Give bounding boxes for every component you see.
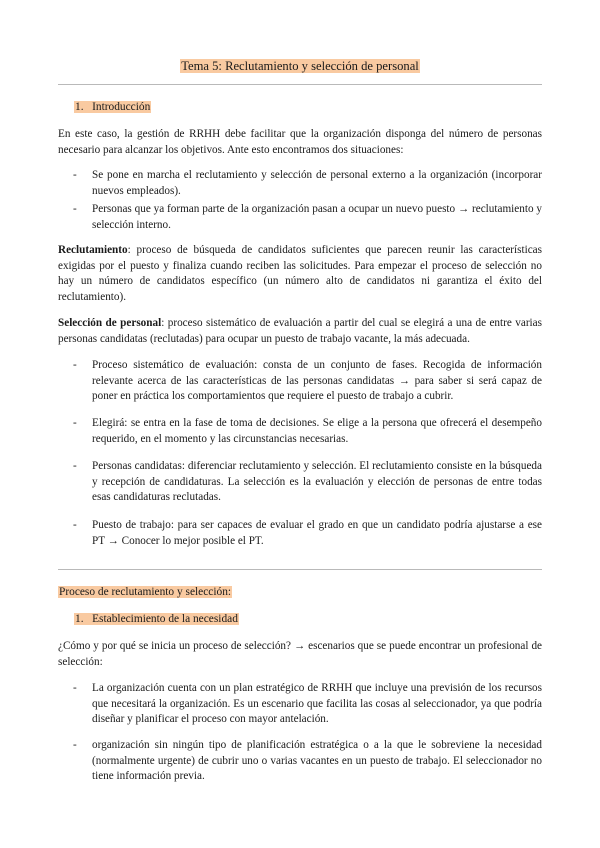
term-reclutamiento: Reclutamiento (58, 244, 128, 256)
reclutamiento-definition (58, 243, 542, 305)
list-item-text: Personas candidatas: diferenciar reclutamiento y selección. El reclutamiento consiste en la búsqueda y recepción de candidaturas. La selección es la evaluación y elección de personas de entre todas esas candidaturas reclutadas. (92, 460, 542, 503)
list-item-text: Proceso sistemático de evaluación: consta de un conjunto de fases. Recogida de información relevante acerca de las características de las personas candidatas → para saber si será capaz de poner en práctica los comportamientos que requiere el puesto de trabajo a cubrir. (92, 359, 542, 402)
bullet-dash: - (73, 739, 77, 751)
list-item-text: Personas que ya forman parte de la organización pasan a ocupar un nuevo puesto → reclutamiento y selección interno. (92, 203, 542, 231)
definition-text: : proceso de búsqueda de candidatos suficientes que parecen reunir las características exigidas por el puesto y finaliza cuando reciben las solicitudes. Para empezar el proceso de selección no hay un número de candidatos específico (un número alto de candidatos ni garantiza el éxito del reclutamiento). (58, 244, 542, 303)
intro-paragraph: En este caso, la gestión de RRHH debe facilitar que la organización disponga del número de personas necesario para alcanzar los objetivos. Ante esto encontramos dos situaciones: (58, 128, 542, 156)
divider-middle (58, 569, 542, 570)
section-heading-introduccion (74, 100, 151, 115)
list-item-text: Elegirá: se entra en la fase de toma de decisiones. Se elige a la persona que ofrecerá el desempeño requerido, en el momento y las circunstancias necesarias. (92, 417, 542, 445)
definition-text: : proceso sistemático de evaluación a partir del cual se elegirá a una de entre varias personas candidatas (reclutadas) para ocupar un puesto de trabajo vacante, la más adecuada. (58, 317, 542, 345)
bullet-dash: - (73, 359, 77, 371)
section-title: Establecimiento de la necesidad (92, 613, 238, 625)
section-heading-proceso (58, 585, 232, 600)
section-title: Introducción (92, 101, 151, 113)
bullet-dash: - (73, 460, 77, 472)
divider-top (58, 84, 542, 85)
proceso-paragraph: ¿Cómo y por qué se inicia un proceso de selección? → escenarios que se puede encontrar un profesional de selección: (58, 640, 542, 668)
list-item-text: organización sin ningún tipo de planificación estratégica o a la que le sobreviene la necesidad (normalmente urgente) de cubrir uno o varias vacantes en un puesto de trabajo. El seleccionador no tiene información previa. (92, 739, 542, 782)
list-item-text: La organización cuenta con un plan estratégico de RRHH que incluye una previsión de los recursos que necesitará la organización. Es un escenario que facilita las cosas al seleccionador, ya que podría diseñar y planificar el proceso con mayor antelación. (92, 682, 542, 725)
section-number: 1. (75, 101, 84, 113)
bullet-dash: - (73, 519, 77, 531)
bullet-dash: - (73, 682, 77, 694)
section-number: 1. (75, 613, 84, 625)
seleccion-definition (58, 316, 542, 347)
bullet-dash: - (73, 417, 77, 429)
subsection-heading-necesidad (74, 612, 239, 627)
list-item-text: Puesto de trabajo: para ser capaces de evaluar el grado en que un candidato podría ajustarse a ese PT → Conocer lo mejor posible el PT. (92, 519, 542, 547)
list-item-text: Se pone en marcha el reclutamiento y selección de personal externo a la organización (incorporar nuevos empleados). (92, 169, 542, 197)
term-seleccion: Selección de personal (58, 317, 162, 329)
bullet-dash: - (73, 203, 77, 215)
section-title: Proceso de reclutamiento y selección: (59, 586, 232, 598)
bullet-dash: - (73, 169, 77, 181)
document-title-text: Tema 5: Reclutamiento y selección de personal (181, 59, 419, 73)
document-title (0, 58, 600, 74)
